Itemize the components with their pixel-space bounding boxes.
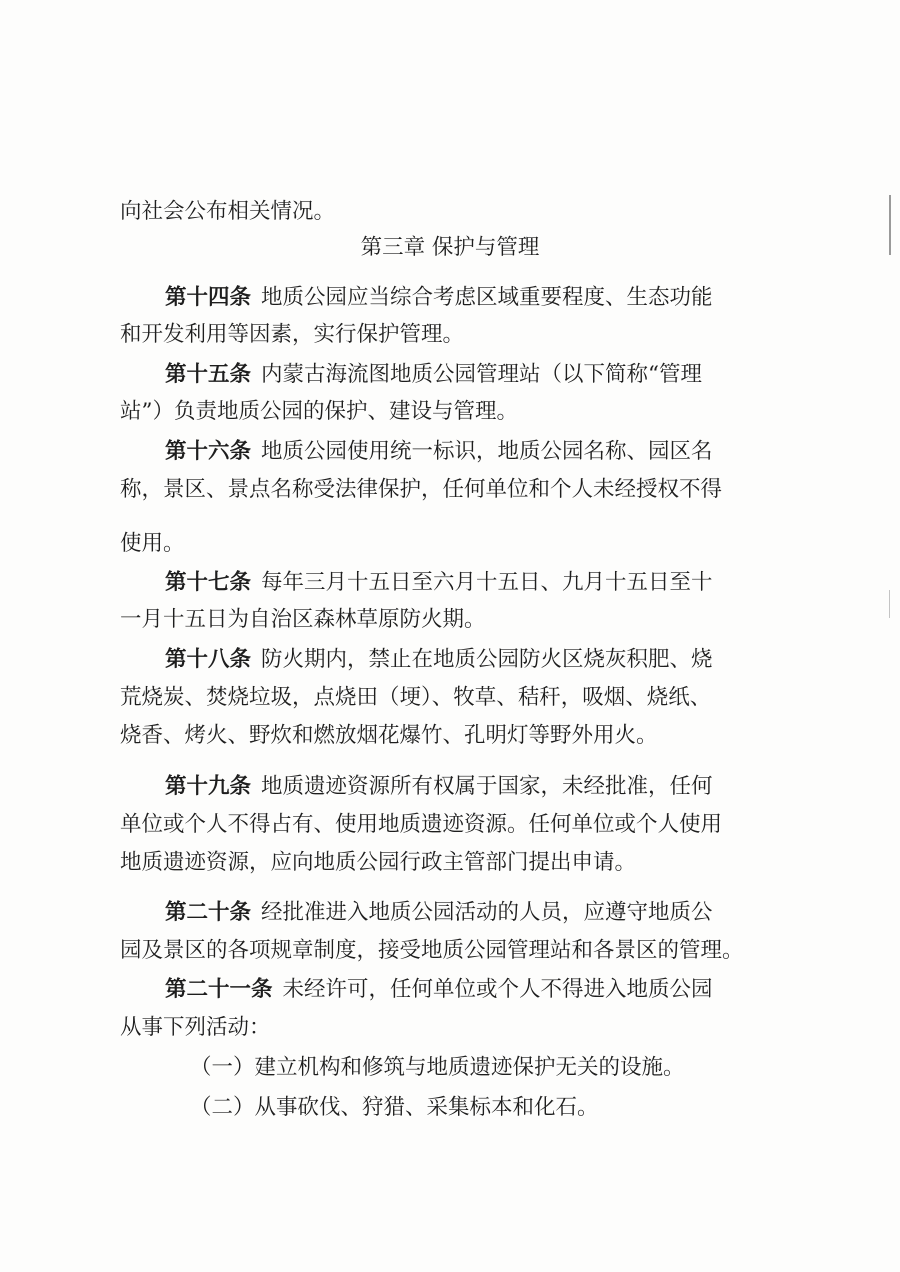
- article-number: 第十八条: [165, 647, 252, 672]
- lead-line: 向社会公布相关情况。: [120, 199, 336, 224]
- article-16-line-1: [165, 437, 713, 467]
- article-15-line-2: 站”）负责地质公园的保护、建设与管理。: [120, 399, 518, 424]
- article-text: 地质遗迹资源所有权属于国家，未经批准，任何: [261, 774, 713, 799]
- article-18-line-1: [165, 645, 713, 675]
- article-number: 第二十条: [165, 900, 252, 925]
- article-14-line-1: [165, 283, 713, 313]
- article-text: 每年三月十五日至六月十五日、九月十五日至十: [261, 570, 713, 595]
- article-17-line-1: [165, 568, 713, 598]
- article-number: 第二十一条: [165, 977, 273, 1002]
- article-20-line-2: 园及景区的各项规章制度，接受地质公园管理站和各景区的管理。: [120, 938, 744, 963]
- article-text: 地质公园使用统一标识，地质公园名称、园区名: [261, 439, 713, 464]
- article-21-item-2: （二）从事砍伐、狩猎、采集标本和化石。: [190, 1095, 599, 1120]
- article-17-line-2: 一月十五日为自治区森林草原防火期。: [120, 607, 486, 632]
- article-14-line-2: 和开发利用等因素，实行保护管理。: [120, 322, 465, 347]
- article-text: 经批准进入地质公园活动的人员，应遵守地质公: [261, 900, 713, 925]
- article-19-line-3: 地质遗迹资源，应向地质公园行政主管部门提出申请。: [120, 850, 637, 875]
- article-text: 内蒙古海流图地质公园管理站（以下简称“管理: [261, 362, 703, 387]
- article-19-line-2: 单位或个人不得占有、使用地质遗迹资源。任何单位或个人使用: [120, 812, 723, 837]
- article-21-line-2: 从事下列活动：: [120, 1015, 271, 1040]
- article-21-line-1: [165, 975, 713, 1005]
- article-19-line-1: [165, 772, 713, 802]
- article-number: 第十七条: [165, 570, 252, 595]
- article-number: 第十六条: [165, 439, 252, 464]
- article-number: 第十九条: [165, 774, 252, 799]
- article-text: 防火期内，禁止在地质公园防火区烧灰积肥、烧: [261, 647, 713, 672]
- article-number: 第十四条: [165, 285, 252, 310]
- scan-edge-mark: [889, 590, 890, 618]
- chapter-title: 第三章 保护与管理: [360, 235, 540, 260]
- article-16-line-3: 使用。: [120, 531, 185, 556]
- article-text: 未经许可，任何单位或个人不得进入地质公园: [282, 977, 713, 1002]
- article-21-item-1: （一）建立机构和修筑与地质遗迹保护无关的设施。: [190, 1055, 685, 1080]
- article-18-line-2: 荒烧炭、焚烧垃圾，点烧田（埂）、牧草、秸秆，吸烟、烧纸、: [120, 685, 712, 710]
- article-15-line-1: [165, 360, 702, 390]
- article-text: 地质公园应当综合考虑区域重要程度、生态功能: [261, 285, 713, 310]
- article-18-line-3: 烧香、烤火、野炊和燃放烟花爆竹、孔明灯等野外用火。: [120, 723, 658, 748]
- article-number: 第十五条: [165, 362, 252, 387]
- article-16-line-2: 称，景区、景点名称受法律保护，任何单位和个人未经授权不得: [120, 477, 723, 502]
- article-20-line-1: [165, 898, 713, 928]
